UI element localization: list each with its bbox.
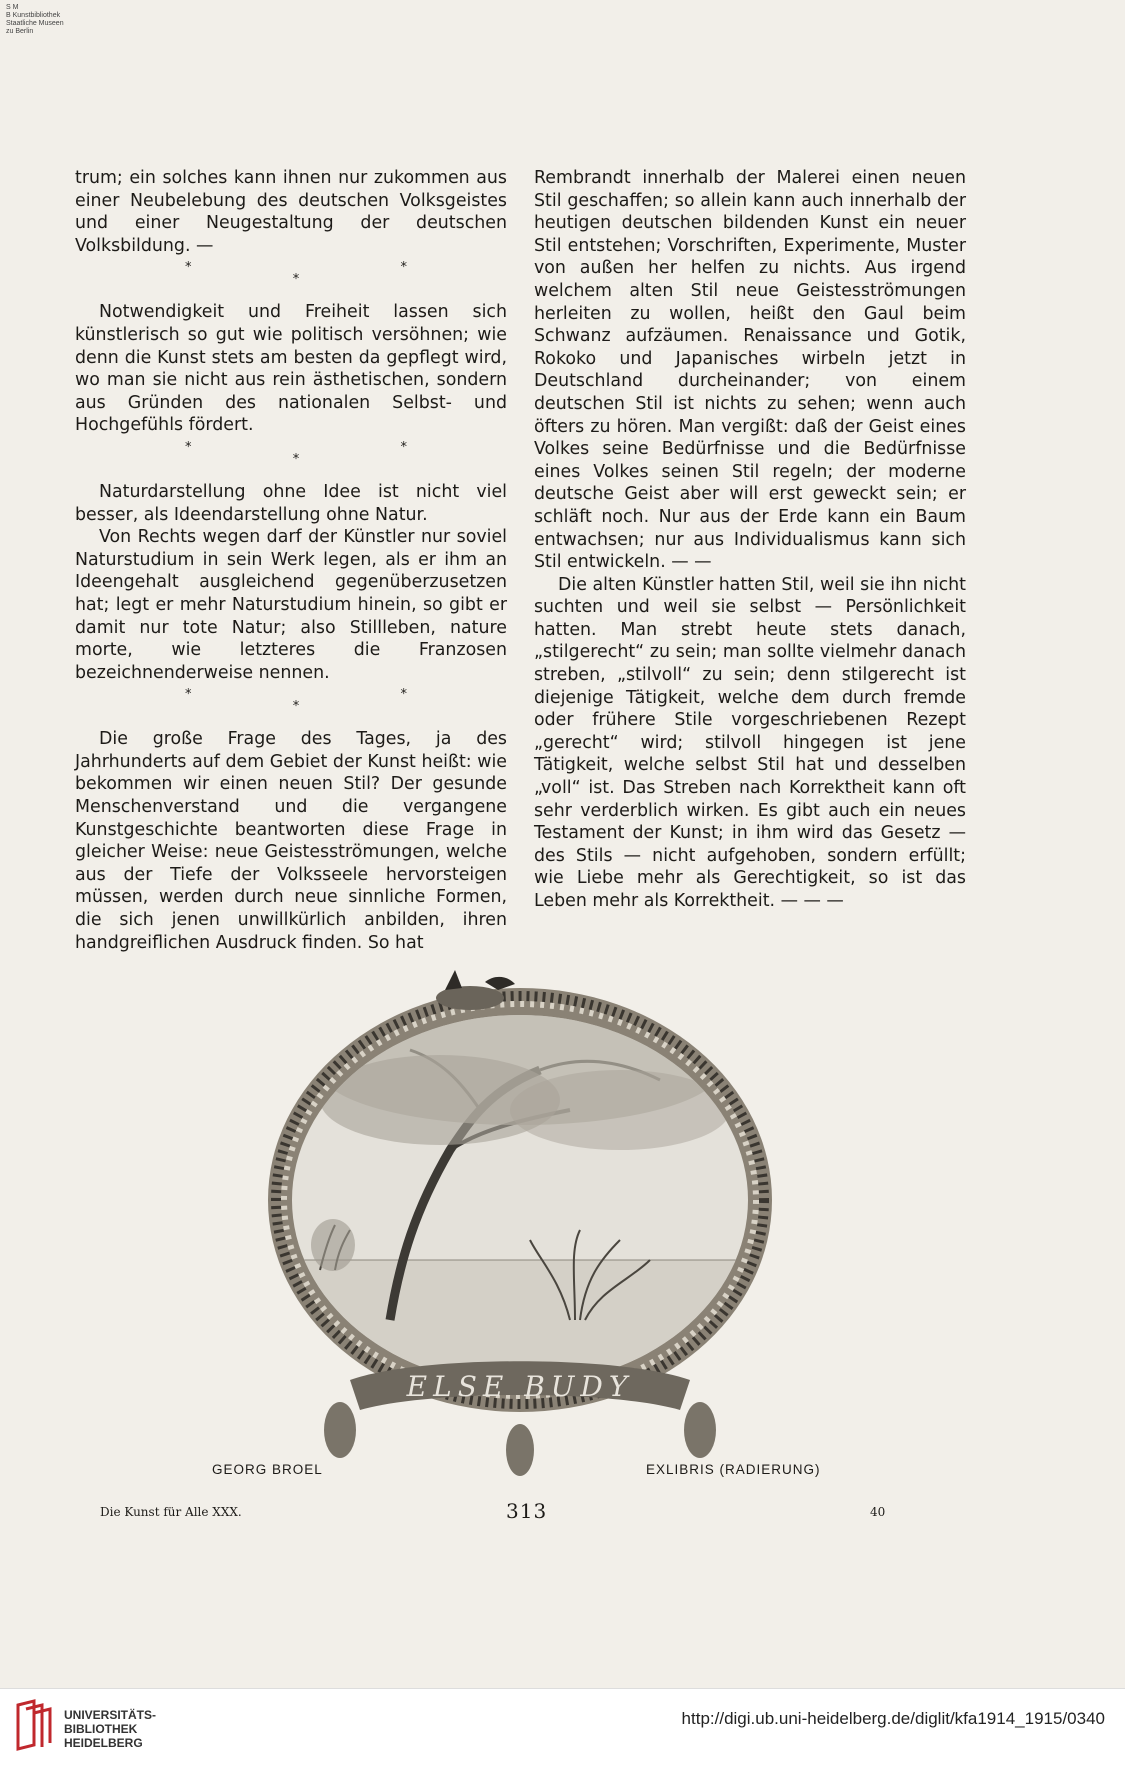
divider-star: * <box>185 260 192 276</box>
library-name[interactable]: UNIVERSITÄTS- BIBLIOTHEK HEIDELBERG <box>64 1708 157 1750</box>
permalink-url[interactable]: http://digi.ub.uni-heidelberg.de/diglit/kfa1914_1915/0340 <box>681 1709 1105 1728</box>
library-stamp: S M B Kunstbibliothek Staatliche Museen zu Berlin <box>6 4 64 35</box>
divider-star: * <box>185 687 192 703</box>
divider-star: * <box>185 439 192 455</box>
artwork-caption: EXLIBRIS (RADIERUNG) <box>646 1462 821 1477</box>
section-divider <box>75 257 507 301</box>
section-divider <box>75 437 507 481</box>
divider-star: * <box>400 687 407 703</box>
divider-star: * <box>292 272 300 288</box>
artist-caption: GEORG BROEL <box>212 1462 323 1477</box>
paragraph: trum; ein solches kann ihnen nur zukommen aus einer Neubelebung des deutschen Volksgeistes und einer Neugestaltung der deutschen Volksbildung. — <box>75 168 507 256</box>
page-number: 313 <box>506 1499 548 1523</box>
divider-star: * <box>292 699 300 715</box>
paragraph: Naturdarstellung ohne Idee ist nicht viel besser, als Ideendarstellung ohne Natur. <box>75 481 507 525</box>
paragraph: Von Rechts wegen darf der Künstler nur soviel Naturstudium in sein Werk legen, als er ihm an Ideengehalt ausgleichend gegenüberzusetzen hat; legt er mehr Naturstudium hinein, so gibt er damit nur tote Natur; also Stillleben, nature morte, wie letzteres die Franzosen bezeichnenderweise nennen. <box>75 527 507 683</box>
right-text-column <box>534 167 966 913</box>
paragraph: Die große Frage des Tages, ja des Jahrhunderts auf dem Gebiet der Kunst heißt: wie bekommen wir einen neuen Stil? Der gesunde Menschenverstand und die vergangene Kunstgeschichte beantworten diese Frage in gleicher Weise: neue Geistesströmungen, welche aus der Tiefe der Volksseele hervorsteigen müssen, werden durch neue sinnliche Formen, die sich jenen unwillkürlich anbilden, ihren handgreiflichen Ausdruck finden. So hat <box>75 729 507 953</box>
divider-star: * <box>400 260 407 276</box>
paragraph: Notwendigkeit und Freiheit lassen sich künstlerisch so gut wie politisch versöhnen; wie denn die Kunst stets am besten da gepflegt wird, wo man sie nicht aus rein ästhetischen, sondern aus Gründen des nationalen Selbst- und Hochgefühls fördert. <box>75 302 507 436</box>
exlibris-inscription: ELSE BUDY <box>406 1370 634 1403</box>
journal-footer: Die Kunst für Alle XXX. <box>100 1505 242 1519</box>
library-logo-icon <box>12 1699 56 1751</box>
section-divider <box>75 684 507 728</box>
paragraph: Rembrandt innerhalb der Malerei einen neuen Stil geschaffen; so allein kann auch innerhalb der heutigen deutschen bildenden Kunst ein neuer Stil entstehen; Vorschriften, Experimente, Muster von außen her helfen zu nichts. Aus irgend welchem alten Stil neue Geistesströmungen herleiten zu wollen, heißt den Gaul beim Schwanz aufzäumen. Renaissance und Gotik, Rokoko und Japanisches wirbeln jetzt in Deutschland durcheinander; von einem deutschen Stil ist nichts zu sehen; wenn auch öfters zu hören. Man vergißt: daß der Geist eines Volkes seine Bedürfnisse und die Bedürfnisse eines Volkes seinen Stil regeln; der moderne deutsche Geist aber will erst geweckt sein; er schläft noch. Nur aus der Erde kann ein Baum entwachsen; nur aus Individualismus kann sich Stil entwickeln. — — <box>534 168 966 573</box>
divider-star: * <box>292 451 300 467</box>
left-text-column <box>75 167 507 954</box>
paragraph: Die alten Künstler hatten Stil, weil sie ihn nicht suchten und weil sie selbst — Persönlichkeit hatten. Man strebt heute stets danach, „stilgerecht“ zu sein; man sollte vielmehr danach streben, „stilvoll“ zu sein; denn stilgerecht ist diejenige Tätigkeit, welche dem durch fremde oder frühere Stile vorgeschriebenen Rezept „gerecht“ wird; stilvoll hingegen ist jene Tätigkeit, welche selbst Stil hat und desselben „voll“ ist. Das Streben nach Korrektheit kann oft sehr verderblich wirken. Es gibt auch ein neues Testament der Kunst; in ihm wird das Gesetz — des Stils — nicht aufgehoben, sondern erfüllt; wie Liebe mehr als Gerechtigkeit, so ist das Leben mehr als Korrektheit. — — — <box>534 574 966 911</box>
divider-star: * <box>400 439 407 455</box>
sheet-number: 40 <box>870 1505 886 1519</box>
exlibris-etching <box>240 960 800 1480</box>
viewer-bottom-bar <box>0 1688 1125 1770</box>
